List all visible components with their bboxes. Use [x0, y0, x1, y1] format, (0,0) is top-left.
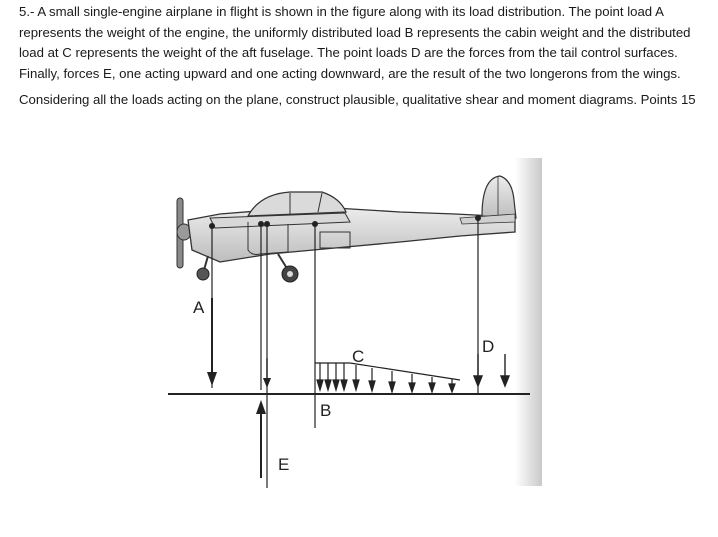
nose-wheel	[197, 268, 209, 280]
airplane-drawing	[177, 176, 516, 282]
label-d: D	[482, 337, 495, 356]
cockpit-canopy	[248, 192, 346, 216]
label-b: B	[320, 401, 332, 420]
load-b-distributed	[315, 363, 350, 390]
load-c-distributed	[350, 363, 460, 392]
problem-instruction: Considering all the loads acting on the plane, construct plausible, qualitative shear and moment diagrams. Points 15	[19, 92, 696, 107]
problem-text	[19, 2, 699, 111]
figure-svg	[160, 158, 545, 488]
load-e-down-arrow	[263, 358, 271, 388]
label-a: A	[193, 298, 205, 317]
vertical-tail	[482, 176, 516, 218]
fuselage	[188, 208, 515, 262]
background-shade	[515, 158, 542, 486]
load-a-arrow	[207, 298, 217, 386]
label-e: E	[278, 455, 290, 474]
load-e-up-arrow	[256, 400, 266, 478]
problem-statement: 5.- A small single-engine airplane in flight is shown in the figure along with its load distribution. The point load A represents the weight of the engine, the uniformly distributed load B represents the cabin weight and the distributed load at C represents the weight of the aft fuselage. The point loads D are the forces from the tail control surfaces. Finally, forces E, one acting upward and one acting downward, are the result of the two longerons from the wings.	[19, 4, 691, 81]
load-lines	[212, 218, 478, 488]
load-d-arrows	[474, 354, 509, 386]
airplane-load-figure	[160, 158, 545, 488]
label-c: C	[352, 347, 365, 366]
